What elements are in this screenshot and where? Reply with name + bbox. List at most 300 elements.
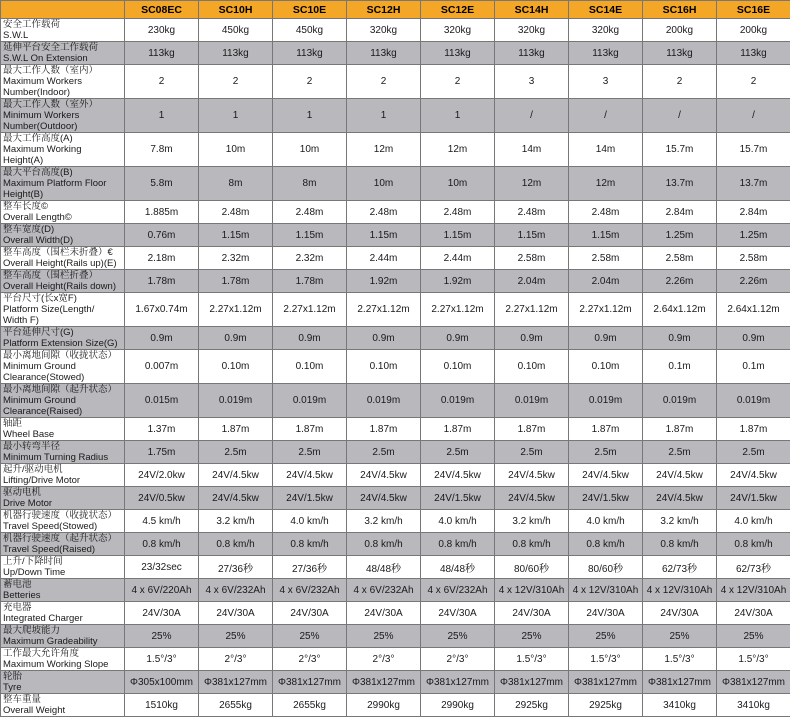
spec-label <box>1 327 125 350</box>
table-row <box>1 327 790 350</box>
spec-value: 200kg <box>717 19 790 42</box>
spec-label <box>1 602 125 625</box>
spec-value: 2.84m <box>717 201 790 224</box>
spec-label-en: Integrated Charger <box>3 613 122 624</box>
spec-value: 1 <box>347 99 421 133</box>
spec-label-en: Overall Height(Rails down) <box>3 281 122 292</box>
spec-value: 2925kg <box>495 694 569 717</box>
spec-value: 0.019m <box>495 384 569 418</box>
spec-label-zh: 整车长度© <box>3 201 122 212</box>
spec-value: 2.5m <box>199 441 273 464</box>
spec-value: 0.1m <box>717 350 790 384</box>
spec-value: 0.8 km/h <box>273 533 347 556</box>
spec-value: Φ381x127mm <box>421 671 495 694</box>
spec-value: 1.15m <box>347 224 421 247</box>
spec-value: 15.7m <box>717 133 790 167</box>
model-header: SC08EC <box>125 1 199 19</box>
spec-label-en: Height(A) <box>3 155 122 166</box>
spec-value: 24V/30A <box>643 602 717 625</box>
spec-value: 4 x 12V/310Ah <box>717 579 790 602</box>
spec-value: 2.58m <box>717 247 790 270</box>
spec-value: 25% <box>125 625 199 648</box>
spec-label <box>1 671 125 694</box>
spec-value: 113kg <box>125 42 199 65</box>
spec-value: 10m <box>347 167 421 201</box>
spec-value: 2.27x1.12m <box>347 293 421 327</box>
spec-value: 2.48m <box>421 201 495 224</box>
spec-value: 1.25m <box>643 224 717 247</box>
spec-value: 0.9m <box>643 327 717 350</box>
spec-label-zh: 整车高度（围栏折叠） <box>3 270 122 281</box>
spec-value: 24V/4.5kw <box>273 464 347 487</box>
spec-label-en: S.W.L On Extension <box>3 53 122 64</box>
model-header: SC10H <box>199 1 273 19</box>
spec-value: 25% <box>643 625 717 648</box>
spec-label-en: Width F) <box>3 315 122 326</box>
spec-value: 5.8m <box>125 167 199 201</box>
spec-value: 0.9m <box>495 327 569 350</box>
spec-value: 0.76m <box>125 224 199 247</box>
spec-value: 1 <box>199 99 273 133</box>
spec-value: 0.8 km/h <box>717 533 790 556</box>
spec-label-en: Travel Speed(Stowed) <box>3 521 122 532</box>
spec-value: 1.78m <box>273 270 347 293</box>
spec-value: 25% <box>199 625 273 648</box>
spec-value: 0.019m <box>717 384 790 418</box>
spec-value: 3.2 km/h <box>643 510 717 533</box>
spec-label-zh: 整车重量 <box>3 694 122 705</box>
spec-value: 2.27x1.12m <box>421 293 495 327</box>
spec-label-en: Maximum Working <box>3 144 122 155</box>
spec-value: 2990kg <box>421 694 495 717</box>
spec-value: 2.27x1.12m <box>199 293 273 327</box>
spec-label <box>1 99 125 133</box>
spec-label-zh: 起升/驱动电机 <box>3 464 122 475</box>
spec-label-zh: 平台尺寸(长x宽F) <box>3 293 122 304</box>
spec-label <box>1 556 125 579</box>
spec-value: 1.5°/3° <box>125 648 199 671</box>
spec-value: 2.5m <box>569 441 643 464</box>
spec-value: 4.0 km/h <box>273 510 347 533</box>
spec-label-zh: 机器行驶速度（收拢状态） <box>3 510 122 521</box>
spec-value: 4 x 6V/232Ah <box>421 579 495 602</box>
spec-value: 0.019m <box>421 384 495 418</box>
spec-label <box>1 42 125 65</box>
spec-value: 25% <box>273 625 347 648</box>
table-row <box>1 510 790 533</box>
spec-label-en: Tyre <box>3 682 122 693</box>
spec-label <box>1 350 125 384</box>
spec-value: 3 <box>569 65 643 99</box>
table-row <box>1 487 790 510</box>
spec-label-en: Lifting/Drive Motor <box>3 475 122 486</box>
spec-label-zh: 最大平台高度(B) <box>3 167 122 178</box>
spec-value: 1510kg <box>125 694 199 717</box>
spec-value: 2°/3° <box>421 648 495 671</box>
spec-value: 8m <box>199 167 273 201</box>
spec-label <box>1 224 125 247</box>
spec-value: 2.48m <box>495 201 569 224</box>
model-header: SC14H <box>495 1 569 19</box>
spec-value: 48/48秒 <box>347 556 421 579</box>
spec-value: 0.1m <box>643 350 717 384</box>
spec-label-zh: 最大工作人数（室外） <box>3 99 122 110</box>
spec-value: Φ381x127mm <box>569 671 643 694</box>
spec-label-zh: 充电器 <box>3 602 122 613</box>
table-row <box>1 579 790 602</box>
spec-label <box>1 648 125 671</box>
table-row <box>1 350 790 384</box>
spec-value: 4 x 6V/220Ah <box>125 579 199 602</box>
spec-label <box>1 418 125 441</box>
spec-value: 24V/1.5kw <box>273 487 347 510</box>
spec-value: 24V/4.5kw <box>199 464 273 487</box>
spec-value: 320kg <box>495 19 569 42</box>
model-header: SC12H <box>347 1 421 19</box>
spec-value: 62/73秒 <box>643 556 717 579</box>
header-row <box>1 1 790 19</box>
spec-value: 10m <box>199 133 273 167</box>
spec-value: 1.5°/3° <box>495 648 569 671</box>
spec-value: 1 <box>273 99 347 133</box>
spec-value: 113kg <box>495 42 569 65</box>
spec-label-zh: 机器行驶速度（起升状态） <box>3 533 122 544</box>
spec-value: 24V/1.5kw <box>421 487 495 510</box>
spec-value: 1.92m <box>421 270 495 293</box>
spec-value: 24V/4.5kw <box>643 464 717 487</box>
spec-value: 14m <box>495 133 569 167</box>
spec-value: 0.015m <box>125 384 199 418</box>
spec-label-en: Clearance(Raised) <box>3 406 122 417</box>
spec-value: 230kg <box>125 19 199 42</box>
spec-value: 2.5m <box>347 441 421 464</box>
spec-value: 1.87m <box>273 418 347 441</box>
spec-value: / <box>495 99 569 133</box>
spec-value: 4 x 12V/310Ah <box>569 579 643 602</box>
spec-value: 113kg <box>643 42 717 65</box>
table-row <box>1 270 790 293</box>
spec-label-en: Platform Size(Length/ <box>3 304 122 315</box>
spec-label <box>1 293 125 327</box>
spec-value: 1.37m <box>125 418 199 441</box>
spec-value: / <box>643 99 717 133</box>
spec-value: 2.64x1.12m <box>717 293 790 327</box>
spec-label <box>1 487 125 510</box>
spec-label-zh: 最小离地间隙（起升状态） <box>3 384 122 395</box>
spec-value: 0.8 km/h <box>569 533 643 556</box>
spec-label-en: Height(B) <box>3 189 122 200</box>
spec-label <box>1 441 125 464</box>
spec-label <box>1 247 125 270</box>
spec-value: 2.5m <box>421 441 495 464</box>
table-row <box>1 694 790 717</box>
spec-value: 1 <box>125 99 199 133</box>
spec-value: 4 x 12V/310Ah <box>643 579 717 602</box>
spec-value: 13.7m <box>643 167 717 201</box>
spec-value: 2.27x1.12m <box>569 293 643 327</box>
table-row <box>1 99 790 133</box>
spec-value: 0.8 km/h <box>495 533 569 556</box>
spec-value: 3.2 km/h <box>347 510 421 533</box>
spec-label-zh: 驱动电机 <box>3 487 122 498</box>
table-row <box>1 418 790 441</box>
spec-label-en: Minimum Workers <box>3 110 122 121</box>
spec-value: 12m <box>421 133 495 167</box>
spec-value: 1.87m <box>643 418 717 441</box>
spec-value: Φ381x127mm <box>643 671 717 694</box>
spec-label <box>1 694 125 717</box>
spec-value: 24V/4.5kw <box>421 464 495 487</box>
spec-value: 0.10m <box>273 350 347 384</box>
spec-label <box>1 133 125 167</box>
spec-label-en: Number(Outdoor) <box>3 121 122 132</box>
spec-value: Φ381x127mm <box>495 671 569 694</box>
spec-value: 24V/4.5kw <box>347 464 421 487</box>
spec-value: 2.5m <box>273 441 347 464</box>
spec-value: 15.7m <box>643 133 717 167</box>
spec-label <box>1 201 125 224</box>
spec-value: 2.44m <box>347 247 421 270</box>
spec-value: 2.04m <box>495 270 569 293</box>
spec-label-en: Overall Width(D) <box>3 235 122 246</box>
spec-label-zh: 蓄电池 <box>3 579 122 590</box>
spec-value: 1.15m <box>421 224 495 247</box>
spec-value: 1.15m <box>199 224 273 247</box>
spec-label-zh: 延伸平台安全工作载荷 <box>3 42 122 53</box>
spec-value: 12m <box>495 167 569 201</box>
spec-value: Φ305x100mm <box>125 671 199 694</box>
spec-value: 0.019m <box>643 384 717 418</box>
spec-value: 48/48秒 <box>421 556 495 579</box>
spec-value: 2.32m <box>199 247 273 270</box>
spec-value: 450kg <box>199 19 273 42</box>
spec-label-en: Clearance(Stowed) <box>3 372 122 383</box>
spec-value: 0.9m <box>125 327 199 350</box>
spec-label-en: Wheel Base <box>3 429 122 440</box>
spec-value: 0.9m <box>199 327 273 350</box>
table-row <box>1 384 790 418</box>
table-row <box>1 133 790 167</box>
table-row <box>1 671 790 694</box>
spec-value: 4.0 km/h <box>569 510 643 533</box>
spec-value: 0.10m <box>569 350 643 384</box>
spec-value: 1.5°/3° <box>569 648 643 671</box>
spec-value: 113kg <box>717 42 790 65</box>
spec-value: 0.9m <box>717 327 790 350</box>
table-row <box>1 648 790 671</box>
spec-label <box>1 167 125 201</box>
spec-value: 24V/2.0kw <box>125 464 199 487</box>
spec-label-zh: 最小离地间隙（收拢状态） <box>3 350 122 361</box>
spec-value: Φ381x127mm <box>347 671 421 694</box>
spec-value: 1.15m <box>273 224 347 247</box>
spec-value: 25% <box>569 625 643 648</box>
table-row <box>1 441 790 464</box>
spec-value: 113kg <box>273 42 347 65</box>
spec-value: Φ381x127mm <box>273 671 347 694</box>
spec-label-zh: 最大工作高度(A) <box>3 133 122 144</box>
spec-value: 24V/30A <box>347 602 421 625</box>
spec-value: 2.04m <box>569 270 643 293</box>
spec-value: 2.48m <box>199 201 273 224</box>
spec-value: 80/60秒 <box>569 556 643 579</box>
spec-label-en: S.W.L <box>3 30 122 41</box>
spec-label-en: Up/Down Time <box>3 567 122 578</box>
spec-label-en: Overall Height(Rails up)(E) <box>3 258 122 269</box>
spec-value: 24V/30A <box>717 602 790 625</box>
spec-value: 0.8 km/h <box>421 533 495 556</box>
spec-value: 1.78m <box>199 270 273 293</box>
spec-value: 0.10m <box>199 350 273 384</box>
spec-value: 1.87m <box>717 418 790 441</box>
spec-value: 4 x 6V/232Ah <box>273 579 347 602</box>
spec-value: 2.5m <box>717 441 790 464</box>
spec-value: 0.9m <box>273 327 347 350</box>
spec-value: 24V/30A <box>495 602 569 625</box>
spec-value: 3.2 km/h <box>495 510 569 533</box>
spec-value: 3410kg <box>643 694 717 717</box>
spec-body <box>1 19 790 717</box>
spec-value: 0.019m <box>569 384 643 418</box>
spec-value: 2.5m <box>643 441 717 464</box>
spec-label <box>1 464 125 487</box>
spec-label-zh: 整车宽度(D) <box>3 224 122 235</box>
table-row <box>1 224 790 247</box>
spec-value: 2°/3° <box>347 648 421 671</box>
spec-value: 2°/3° <box>273 648 347 671</box>
table-row <box>1 533 790 556</box>
spec-value: 4.0 km/h <box>421 510 495 533</box>
spec-value: 113kg <box>199 42 273 65</box>
spec-value: 0.9m <box>421 327 495 350</box>
spec-value: 0.8 km/h <box>643 533 717 556</box>
spec-value: 24V/30A <box>199 602 273 625</box>
spec-value: 4 x 6V/232Ah <box>199 579 273 602</box>
spec-value: 1.87m <box>347 418 421 441</box>
spec-value: 450kg <box>273 19 347 42</box>
spec-value: 113kg <box>569 42 643 65</box>
spec-value: 24V/4.5kw <box>717 464 790 487</box>
spec-value: 2 <box>717 65 790 99</box>
spec-value: 23/32sec <box>125 556 199 579</box>
table-row <box>1 167 790 201</box>
spec-value: / <box>569 99 643 133</box>
spec-value: 1.15m <box>495 224 569 247</box>
spec-value: 113kg <box>347 42 421 65</box>
spec-value: 2655kg <box>199 694 273 717</box>
table-row <box>1 19 790 42</box>
spec-value: 0.8 km/h <box>199 533 273 556</box>
spec-label <box>1 533 125 556</box>
spec-label-en: Number(Indoor) <box>3 87 122 98</box>
spec-value: 24V/4.5kw <box>495 464 569 487</box>
spec-value: 2 <box>273 65 347 99</box>
spec-value: 2.58m <box>643 247 717 270</box>
spec-value: 3 <box>495 65 569 99</box>
spec-value: 2.26m <box>643 270 717 293</box>
spec-value: 1.87m <box>199 418 273 441</box>
spec-value: 24V/4.5kw <box>347 487 421 510</box>
spec-label <box>1 270 125 293</box>
spec-value: 1.87m <box>495 418 569 441</box>
spec-value: 2655kg <box>273 694 347 717</box>
spec-label-en: Maximum Working Slope <box>3 659 122 670</box>
spec-value: 80/60秒 <box>495 556 569 579</box>
spec-value: 2.58m <box>495 247 569 270</box>
spec-label <box>1 65 125 99</box>
spec-value: 24V/4.5kw <box>643 487 717 510</box>
spec-label <box>1 625 125 648</box>
spec-value: 24V/4.5kw <box>495 487 569 510</box>
spec-label-zh: 最大工作人数（室内） <box>3 65 122 76</box>
spec-value: 10m <box>421 167 495 201</box>
spec-value: 0.019m <box>273 384 347 418</box>
spec-value: 24V/1.5kw <box>717 487 790 510</box>
spec-value: 2 <box>125 65 199 99</box>
table-row <box>1 201 790 224</box>
spec-value: 1.67x0.74m <box>125 293 199 327</box>
spec-value: 62/73秒 <box>717 556 790 579</box>
spec-value: 24V/4.5kw <box>569 464 643 487</box>
spec-value: 12m <box>569 167 643 201</box>
table-row <box>1 293 790 327</box>
spec-value: / <box>717 99 790 133</box>
table-row <box>1 464 790 487</box>
spec-value: 0.8 km/h <box>347 533 421 556</box>
table-row <box>1 625 790 648</box>
spec-value: 0.8 km/h <box>125 533 199 556</box>
spec-value: 2.27x1.12m <box>495 293 569 327</box>
spec-label <box>1 510 125 533</box>
spec-label-en: Minimum Ground <box>3 395 122 406</box>
model-header: SC16H <box>643 1 717 19</box>
spec-value: 24V/30A <box>569 602 643 625</box>
table-row <box>1 602 790 625</box>
spec-label <box>1 579 125 602</box>
spec-value: 200kg <box>643 19 717 42</box>
spec-value: 24V/1.5kw <box>569 487 643 510</box>
table-row <box>1 65 790 99</box>
spec-value: 25% <box>421 625 495 648</box>
spec-value: 24V/0.5kw <box>125 487 199 510</box>
spec-label-zh: 整车高度（围栏未折叠）€ <box>3 247 122 258</box>
spec-value: 1.87m <box>421 418 495 441</box>
spec-value: 8m <box>273 167 347 201</box>
model-header: SC14E <box>569 1 643 19</box>
table-row <box>1 556 790 579</box>
table-row <box>1 42 790 65</box>
spec-value: 320kg <box>569 19 643 42</box>
model-header: SC12E <box>421 1 495 19</box>
spec-label-en: Minimum Turning Radius <box>3 452 122 463</box>
spec-label-zh: 工作最大允许角度 <box>3 648 122 659</box>
spec-value: 7.8m <box>125 133 199 167</box>
spec-label <box>1 384 125 418</box>
spec-value: 10m <box>273 133 347 167</box>
spec-value: 25% <box>347 625 421 648</box>
spec-value: 27/36秒 <box>199 556 273 579</box>
spec-value: 1.78m <box>125 270 199 293</box>
spec-value: 4 x 12V/310Ah <box>495 579 569 602</box>
spec-value: 25% <box>717 625 790 648</box>
spec-value: 1.5°/3° <box>643 648 717 671</box>
spec-value: 2 <box>347 65 421 99</box>
spec-value: 0.019m <box>199 384 273 418</box>
spec-label-en: Betteries <box>3 590 122 601</box>
spec-value: 4.0 km/h <box>717 510 790 533</box>
spec-value: 2.48m <box>347 201 421 224</box>
spec-value: 2.48m <box>273 201 347 224</box>
